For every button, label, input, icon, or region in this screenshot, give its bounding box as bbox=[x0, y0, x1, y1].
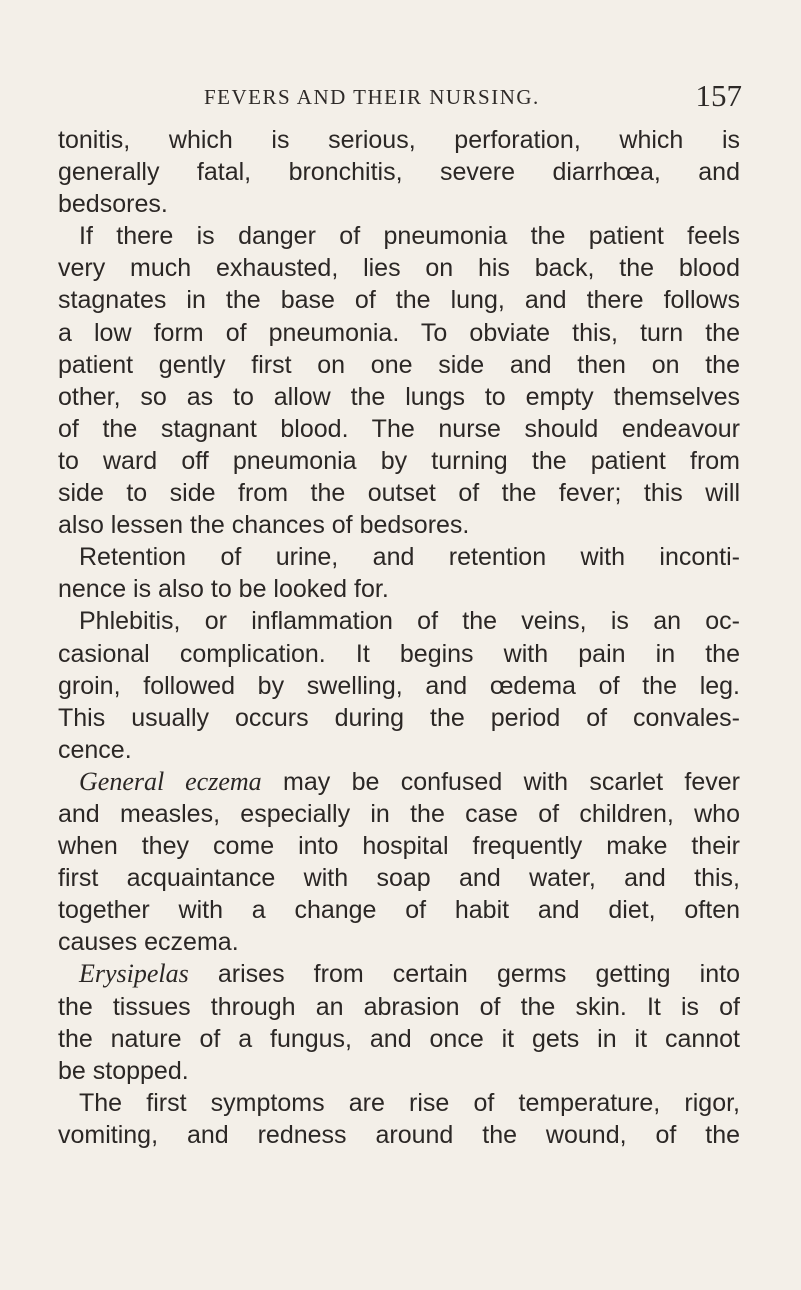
text-line: Retention of urine, and retention with inconti- bbox=[79, 543, 740, 572]
text-line: very much exhausted, lies on his back, the blood bbox=[58, 254, 740, 283]
line-text: arises from certain germs getting into bbox=[188, 960, 740, 989]
text-line: groin, followed by swelling, and œdema of the leg. bbox=[58, 671, 740, 700]
text-line: together with a change of habit and diet, often bbox=[58, 896, 740, 925]
text-line bbox=[58, 766, 740, 798]
paragraph bbox=[58, 124, 740, 220]
text-line: Phlebitis, or inflammation of the veins, is an oc- bbox=[79, 607, 740, 636]
text-line: other, so as to allow the lungs to empty themselves bbox=[58, 382, 740, 411]
page-header bbox=[56, 80, 742, 120]
text-line: side to side from the outset of the fever; this will bbox=[58, 479, 740, 508]
text-line: If there is danger of pneumonia the patient feels bbox=[79, 222, 740, 251]
text-line: nence is also to be looked for. bbox=[58, 575, 389, 604]
text-line: causes eczema. bbox=[58, 928, 239, 957]
text-line: and measles, especially in the case of children, who bbox=[58, 799, 740, 828]
text-line: of the stagnant blood. The nurse should endeavour bbox=[58, 414, 740, 443]
text-line: to ward off pneumonia by turning the patient from bbox=[58, 446, 740, 475]
text-line: the nature of a fungus, and once it gets in it cannot bbox=[58, 1024, 740, 1053]
text-line: the tissues through an abrasion of the skin. It is of bbox=[58, 992, 740, 1021]
text-line: casional complication. It begins with pain in the bbox=[58, 639, 740, 668]
body-text bbox=[58, 124, 740, 1151]
paragraph bbox=[58, 766, 740, 959]
page-number: 157 bbox=[695, 78, 742, 113]
paragraph bbox=[58, 958, 740, 1086]
text-line: bedsores. bbox=[58, 190, 168, 219]
text-line: also lessen the chances of bedsores. bbox=[58, 511, 470, 540]
italic-term: General eczema bbox=[79, 766, 262, 796]
paragraph bbox=[58, 541, 740, 605]
text-line: This usually occurs during the period of convales- bbox=[58, 703, 740, 732]
paragraph bbox=[58, 220, 740, 541]
text-line: cence. bbox=[58, 735, 132, 764]
text-line: vomiting, and redness around the wound, of the bbox=[58, 1120, 740, 1149]
line-text: may be confused with scarlet fever bbox=[261, 767, 740, 796]
text-line: tonitis, which is serious, perforation, which is bbox=[58, 126, 740, 154]
text-line: The first symptoms are rise of temperature, rigor, bbox=[79, 1088, 740, 1117]
text-line: first acquaintance with soap and water, and this, bbox=[58, 864, 740, 893]
text-line: patient gently first on one side and then on the bbox=[58, 350, 740, 379]
italic-term: Erysipelas bbox=[79, 959, 189, 989]
paragraph bbox=[58, 605, 740, 765]
running-title: FEVERS AND THEIR NURSING. bbox=[204, 85, 540, 109]
text-line: when they come into hospital frequently make their bbox=[58, 832, 740, 861]
paragraph bbox=[58, 1087, 740, 1151]
text-line: a low form of pneumonia. To obviate this, turn the bbox=[58, 318, 740, 347]
text-line: stagnates in the base of the lung, and there follows bbox=[58, 286, 740, 315]
text-line: generally fatal, bronchitis, severe diarrhœa, and bbox=[58, 158, 740, 187]
text-line: be stopped. bbox=[58, 1056, 189, 1085]
text-line bbox=[58, 958, 740, 990]
